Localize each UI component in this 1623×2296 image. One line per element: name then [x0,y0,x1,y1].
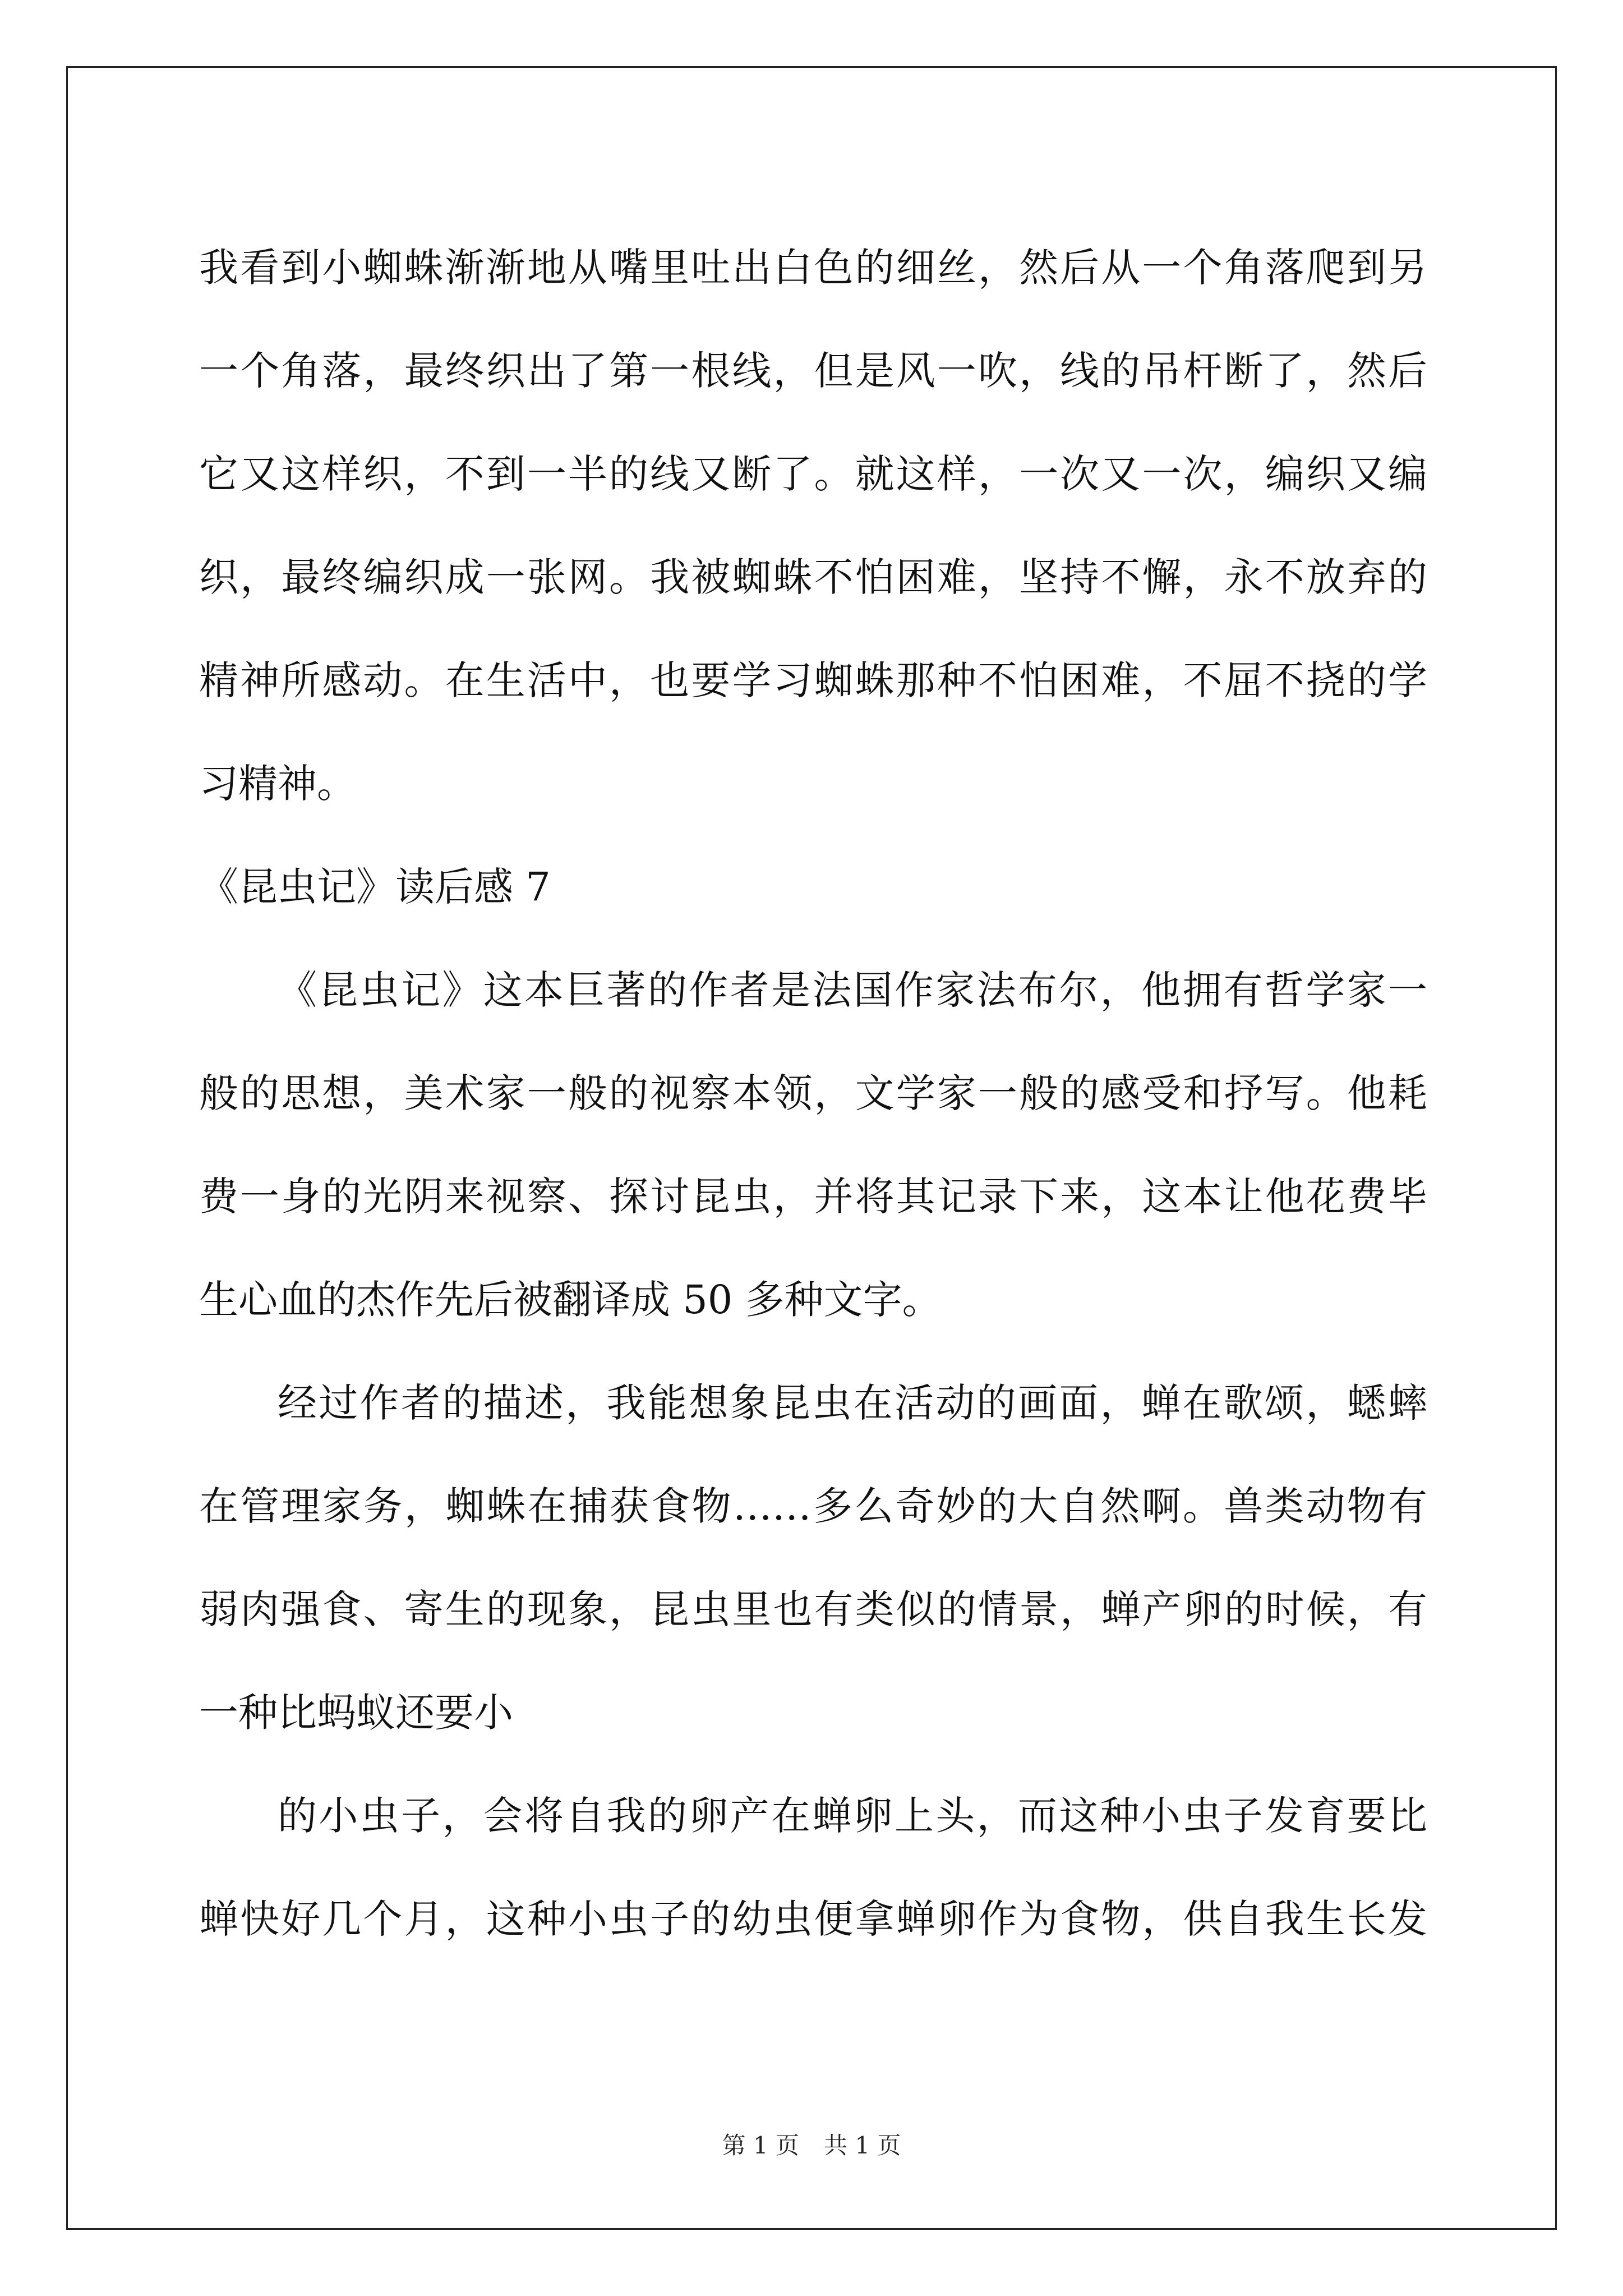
document-body [199,216,1427,1971]
text-line: 的小虫子，会将自我的卵产在蝉卵上头，而这种小虫子发育要比 [278,1793,1427,1839]
text-line: 蝉快好几个月，这种小虫子的幼虫便拿蝉卵作为食物，供自我生长发 [199,1896,1427,1942]
text-line: 在管理家务，蜘蛛在捕获食物……多么奇妙的大自然啊。兽类动物有 [199,1483,1427,1529]
text-line: 《昆虫记》这本巨著的作者是法国作家法布尔，他拥有哲学家一 [278,967,1427,1013]
text-line: 习精神。 [199,761,356,807]
page-total: 共 1 页 [824,2132,901,2159]
text-line: 生心血的杰作先后被翻译成 50 多种文字。 [199,1277,942,1323]
text-line: 般的思想，美术家一般的视察本领，文学家一般的感受和抒写。他耗 [199,1070,1427,1116]
text-line: 一种比蚂蚁还要小 [199,1690,513,1736]
text-line: 一个角落，最终织出了第一根线，但是风一吹，线的吊杆断了，然后 [199,348,1427,394]
text-line: 我看到小蜘蛛渐渐地从嘴里吐出白色的细丝，然后从一个角落爬到另 [199,245,1427,291]
text-line: 费一身的光阴来视察、探讨昆虫，并将其记录下来，这本让他花费毕 [199,1174,1427,1220]
page-footer [0,2129,1623,2162]
text-line: 经过作者的描述，我能想象昆虫在活动的画面，蝉在歌颂，蟋蟀 [278,1380,1427,1426]
section-heading: 《昆虫记》读后感 7 [199,864,551,910]
text-line: 它又这样织，不到一半的线又断了。就这样，一次又一次，编织又编 [199,451,1427,497]
text-line: 弱肉强食、寄生的现象，昆虫里也有类似的情景，蝉产卵的时候，有 [199,1586,1427,1632]
page-number: 第 1 页 [722,2132,799,2159]
text-line: 精神所感动。在生活中，也要学习蜘蛛那种不怕困难，不屈不挠的学 [199,657,1427,703]
text-line: 织，最终编织成一张网。我被蜘蛛不怕困难，坚持不懈，永不放弃的 [199,554,1427,600]
